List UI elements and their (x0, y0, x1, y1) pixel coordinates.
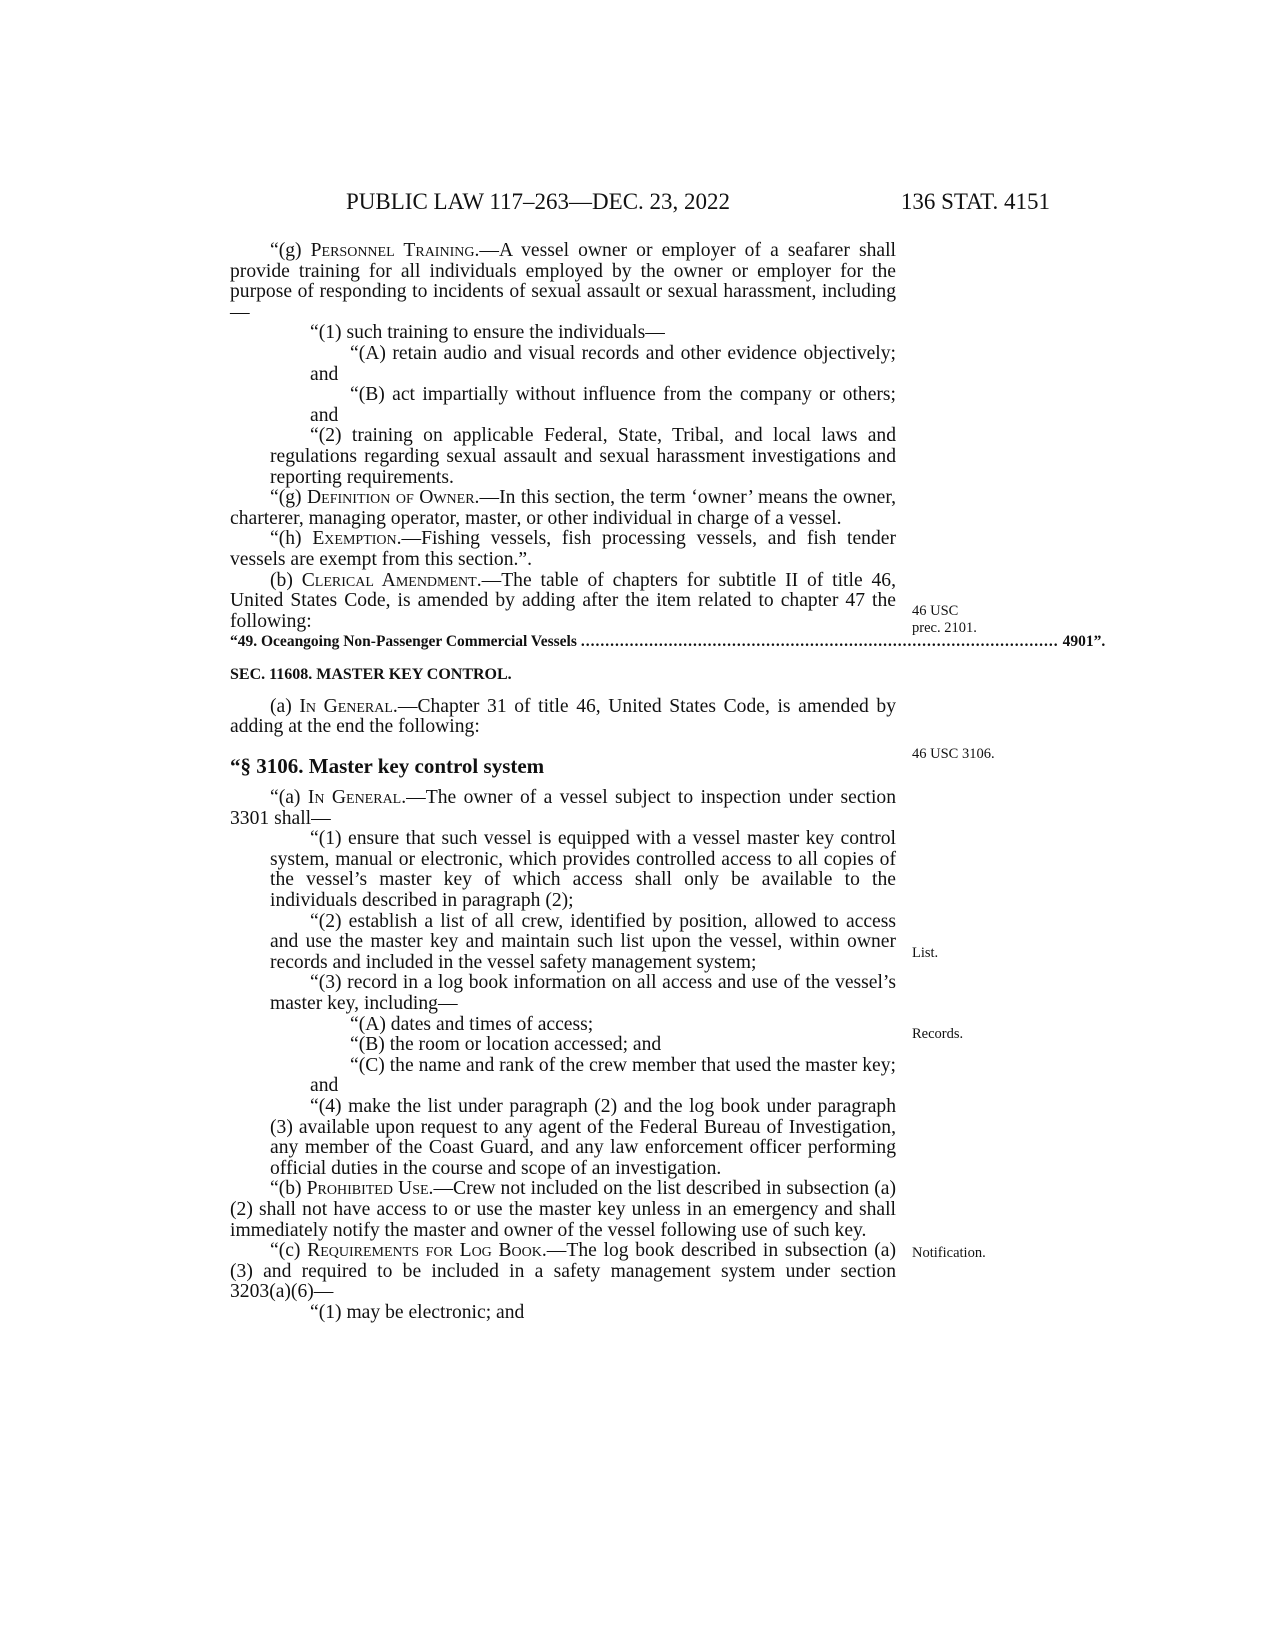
margin-note-line: prec. 2101. (912, 620, 977, 636)
paragraph-text: —In this section, the term ‘owner’ means the owner, charterer, managing operator, master, or other individual in charge of a vessel. (230, 487, 896, 529)
table-of-chapters-entry (230, 632, 1106, 652)
paragraph-label: “(c) (270, 1240, 308, 1262)
paragraph-heading: In General. (307, 787, 407, 809)
paragraph-3106-a-3-C: “(C) the name and rank of the crew member that used the master key; and (310, 1054, 896, 1097)
paragraph-text: —A vessel owner or employer of a seafarer shall provide training for all individuals employed by the owner or employer for the purpose of responding to incidents of sexual assault or sexual harassment, including— (230, 240, 896, 323)
margin-note-46-usc-prec-2101 (912, 603, 977, 637)
running-head-title: PUBLIC LAW 117–263—DEC. 23, 2022 (346, 189, 731, 214)
paragraph-g-1-B: “(B) act impartially without influence from the company or others; and (310, 384, 896, 426)
paragraph-label: “(a) (270, 787, 308, 809)
paragraph-g-definition-of-owner (230, 488, 896, 529)
paragraph-a-in-general (230, 697, 896, 738)
margin-note-list: List. (912, 945, 939, 961)
paragraph-3106-a-in-general (230, 788, 896, 829)
paragraph-label: (a) (270, 695, 300, 717)
paragraph-3106-a-2: “(2) establish a list of all crew, identified by position, allowed to access and use the master key and maintain such list upon the vessel, within owner records and included in the vessel safety management system; (270, 910, 896, 973)
paragraph-g-personnel-training (230, 241, 896, 323)
section-heading: SEC. 11608. MASTER KEY CONTROL. (230, 666, 512, 684)
paragraph-heading: Requirements for Log Book. (307, 1240, 547, 1262)
paragraph-3106-a-3: “(3) record in a log book information on all access and use of the vessel’s master key, including— (270, 972, 896, 1014)
paragraph-3106-b-prohibited-use (230, 1179, 896, 1241)
paragraph-g-1: “(1) such training to ensure the individuals— (310, 322, 665, 344)
paragraph-3106-a-4: “(4) make the list under paragraph (2) and the log book under paragraph (3) available upon request to any agent of the Federal Bureau of Investigation, any member of the Coast Guard, and any law enforcement officer performing official duties in the course and scope of an investigation. (270, 1095, 896, 1179)
paragraph-label: “(g) (270, 240, 311, 261)
margin-note-46-usc-3106: 46 USC 3106. (912, 746, 995, 762)
page-stat-reference: 136 STAT. 4151 (900, 189, 1050, 214)
paragraph-text: —Crew not included on the list described in subsection (a)(2) shall not have access to or use the master key unless in an emergency and shall immediately notify the master and owner of the vessel following use of such key. (230, 1178, 896, 1241)
subsection-heading-3106: “§ 3106. Master key control system (230, 754, 545, 779)
paragraph-g-1-A: “(A) retain audio and visual records and other evidence objectively; and (310, 342, 896, 385)
paragraph-g-2: “(2) training on applicable Federal, State, Tribal, and local laws and regulations regarding sexual assault and sexual harassment investigations and reporting requirements. (270, 425, 896, 488)
toc-entry-number: 4901”. (1062, 633, 1106, 651)
paragraph-3106-a-3-A: “(A) dates and times of access; (350, 1013, 594, 1035)
paragraph-text: —Fishing vessels, fish processing vessels, and fish tender vessels are exempt from this section.”. (230, 528, 896, 570)
paragraph-b-clerical-amendment (230, 571, 896, 633)
paragraph-label: “(b) (270, 1178, 307, 1200)
paragraph-heading: Prohibited Use. (306, 1178, 434, 1200)
paragraph-heading: In General. (299, 695, 398, 717)
paragraph-3106-a-1: “(1) ensure that such vessel is equipped with a vessel master key control system, manual or electronic, which provides controlled access to all copies of the vessel’s master key of which access shall only be available to the individuals described in paragraph (2); (270, 828, 896, 912)
paragraph-label: “(g) (270, 487, 308, 509)
paragraph-label: “(h) (270, 528, 313, 550)
margin-note-notification: Notification. (912, 1245, 986, 1261)
paragraph-heading: Definition of Owner. (307, 487, 480, 509)
margin-note-line: 46 USC (912, 603, 959, 619)
toc-dot-leader: .................................................................................................. (580, 633, 1059, 651)
paragraph-text: —The owner of a vessel subject to inspection under section 3301 shall— (230, 787, 897, 829)
paragraph-h-exemption (230, 529, 896, 570)
toc-entry-label: “49. Oceangoing Non-Passenger Commercial Vessels (230, 633, 577, 651)
paragraph-text: —Chapter 31 of title 46, United States Code, is amended by adding at the end the following: (230, 695, 896, 738)
margin-note-records: Records. (912, 1026, 964, 1042)
paragraph-heading: Personnel Training. (310, 240, 480, 261)
paragraph-heading: Clerical Amendment. (301, 569, 482, 591)
paragraph-text: —The log book described in subsection (a)(3) and required to be included in a safety management system under section 3203(a)(6)— (230, 1240, 896, 1303)
paragraph-3106-c-log-book (230, 1241, 896, 1303)
paragraph-heading: Exemption. (312, 528, 402, 550)
paragraph-text: —The table of chapters for subtitle II of title 46, United States Code, is amended by adding after the item related to chapter 47 the following: (230, 569, 896, 632)
paragraph-label: (b) (270, 569, 302, 591)
paragraph-3106-a-3-B: “(B) the room or location accessed; and (350, 1034, 662, 1056)
paragraph-3106-c-1: “(1) may be electronic; and (310, 1301, 525, 1323)
